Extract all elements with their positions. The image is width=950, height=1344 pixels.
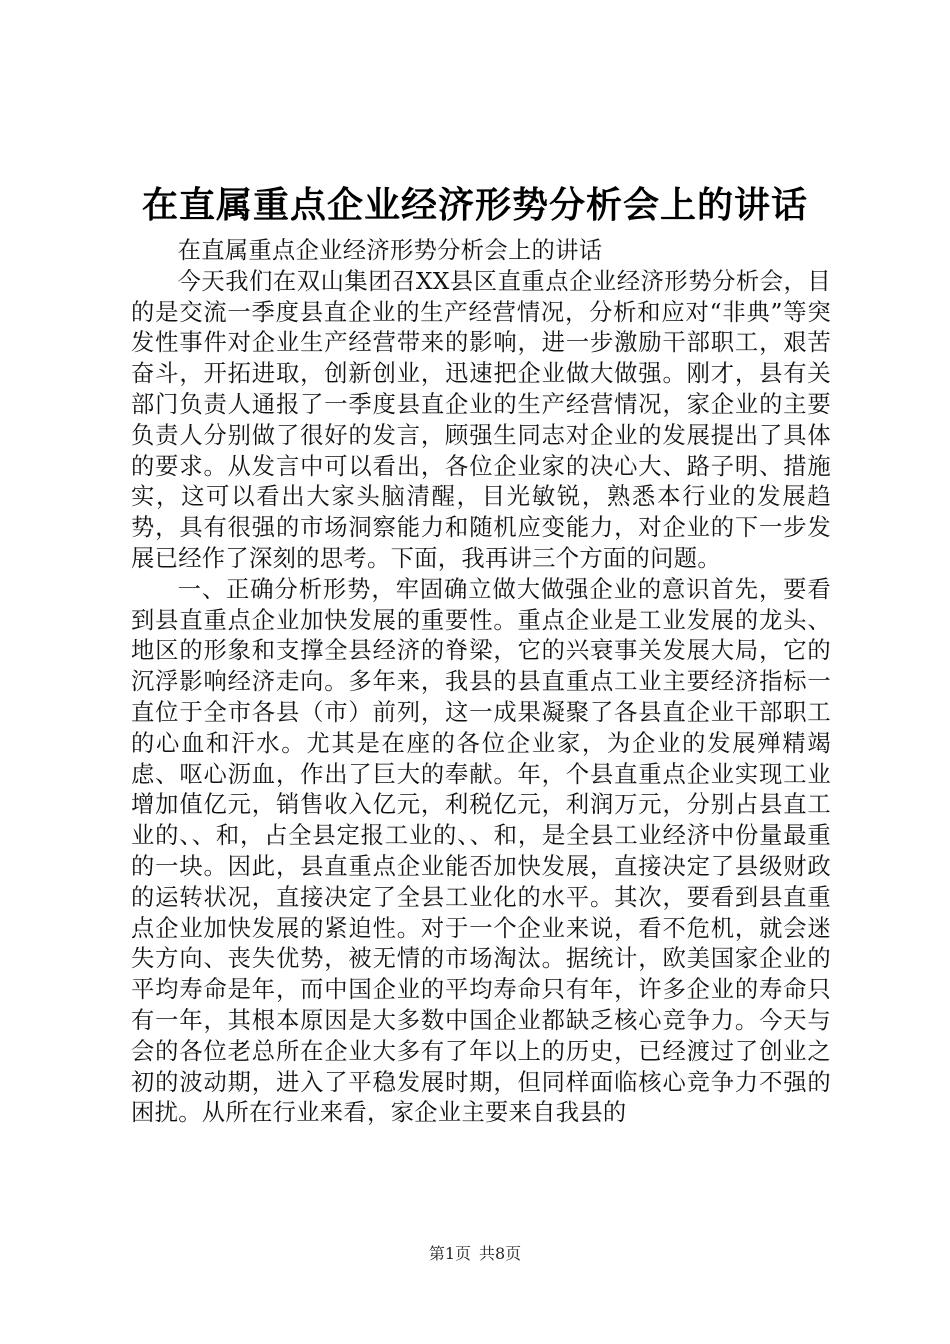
page-number: 第1页 <box>428 1244 471 1263</box>
document-body <box>131 236 831 1129</box>
page-total: 共8页 <box>479 1244 522 1263</box>
paragraph-intro: 今天我们在双山集团召XX县区直重点企业经济形势分析会，目的是交流一季度县直企业的生产经营情况，分析和应对“非典”等突发性事件对企业生产经营带来的影响，进一步激励干部职工，艰苦奋斗，开拓进取，创新创业，迅速把企业做大做强。刚才，县有关部门负责人通报了一季度县直企业的生产经营情况，家企业的主要负责人分别做了很好的发言，顾强生同志对企业的发展提出了具体的要求。从发言中可以看出，各位企业家的决心大、路子明、措施实，这可以看出大家头脑清醒，目光敏锐，熟悉本行业的发展趋势，具有很强的市场洞察能力和随机应变能力，对企业的下一步发展已经作了深刻的思考。下面，我再讲三个方面的问题。 <box>131 267 831 572</box>
document-title: 在直属重点企业经济形势分析会上的讲话 <box>141 185 808 226</box>
paragraph-subtitle: 在直属重点企业经济形势分析会上的讲话 <box>177 237 603 264</box>
page-footer <box>0 1244 950 1264</box>
paragraph-section-one: 一、正确分析形势，牢固确立做大做强企业的意识首先，要看到县直重点企业加快发展的重要性。重点企业是工业发展的龙头、地区的形象和支撑全县经济的脊梁，它的兴衰事关发展大局，它的沉浮影响经济走向。多年来，我县的县直重点工业主要经济指标一直位于全市各县（市）前列，这一成果凝聚了各县直企业干部职工的心血和汗水。尤其是在座的各位企业家，为企业的发展殚精竭虑、呕心沥血，作出了巨大的奉献。年，个县直重点企业实现工业增加值亿元，销售收入亿元，利税亿元，利润万元，分别占县直工业的、、和，占全县定报工业的、、和，是全县工业经济中份量最重的一块。因此，县直重点企业能否加快发展，直接决定了县级财政的运转状况，直接决定了全县工业化的水平。其次，要看到县直重点企业加快发展的紧迫性。对于一个企业来说，看不危机，就会迷失方向、丧失优势，被无情的市场淘汰。据统计，欧美国家企业的平均寿命是年，而中国企业的平均寿命只有年，许多企业的寿命只有一年，其根本原因是大多数中国企业都缺乏核心竞争力。今天与会的各位老总所在企业大多有了年以上的历史，已经渡过了创业之初的波动期，进入了平稳发展时期，但同样面临核心竞争力不强的困扰。从所在行业来看，家企业主要来自我县的 <box>131 575 831 1127</box>
